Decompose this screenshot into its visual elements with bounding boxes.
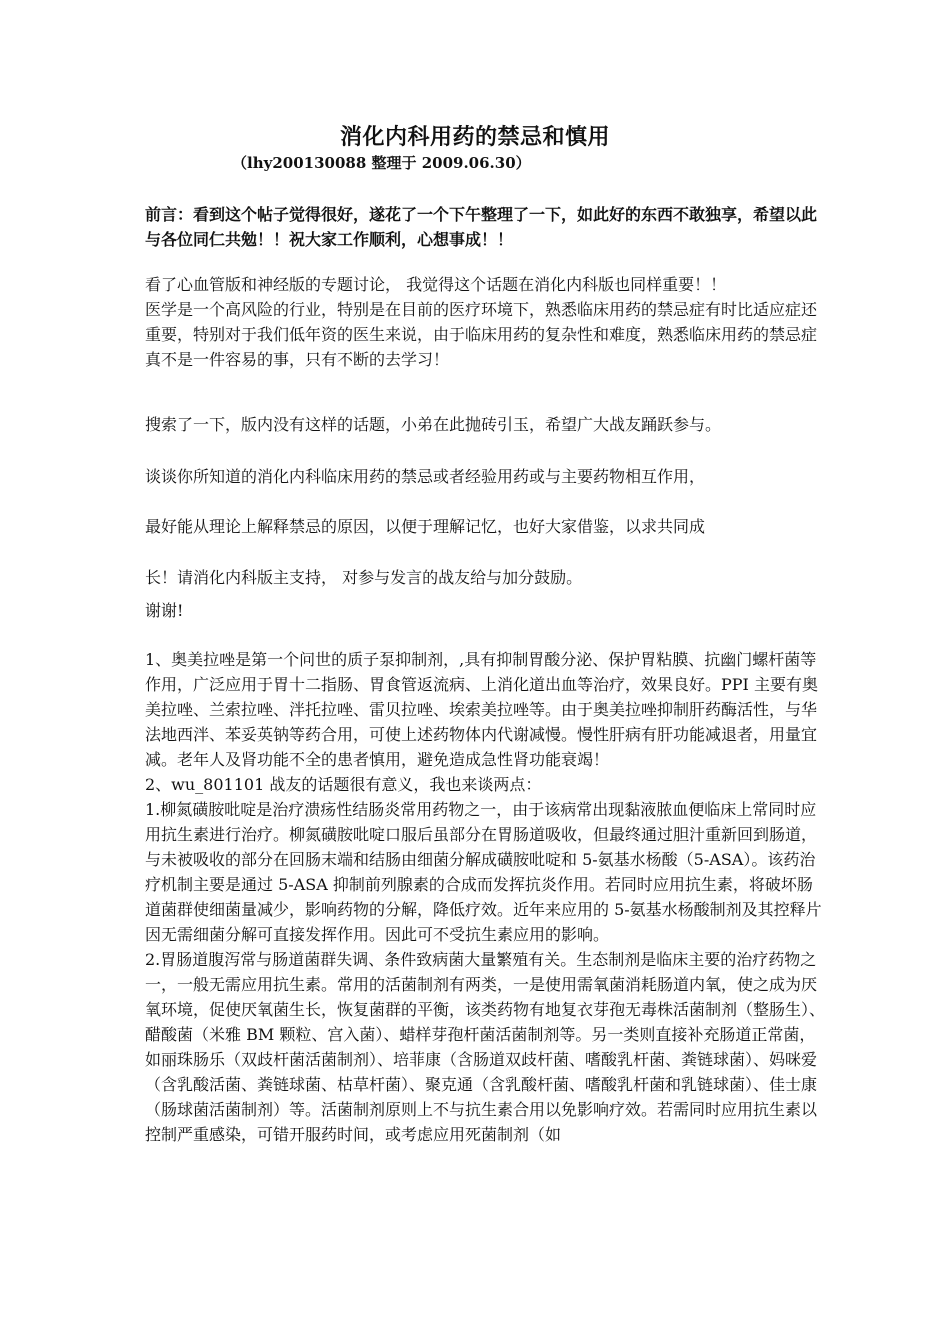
search-line: 搜索了一下，版内没有这样的话题，小弟在此抛砖引玉，希望广大战友踊跃参与。 [145, 415, 722, 434]
intro-paragraph: 医学是一个高风险的行业，特别是在目前的医疗环境下，熟悉临床用药的禁忌症有时比适应症还重要，特别对于我们低年资的医生来说，由于临床用药的复杂性和难度，熟悉临床用药的禁忌症真不是一件容易的事，只有不断的去学习！ [145, 300, 818, 369]
intro-paragraph: 看了心血管版和神经版的专题讨论， 我觉得这个话题在消化内科版也同样重要！！ [145, 275, 727, 294]
document-title: 消化内科用药的禁忌和慎用 [339, 124, 610, 150]
body-section [145, 647, 825, 1147]
discuss-line: 谈谈你所知道的消化内科临床用药的禁忌或者经验用药或与主要药物相互作用， [145, 467, 706, 486]
body-paragraph: 2.胃肠道腹泻常与肠道菌群失调、条件致病菌大量繁殖有关。生态制剂是临床主要的治疗药物之一，一般无需应用抗生素。常用的活菌制剂有两类，一是使用需氧菌消耗肠道内氧，使之成为厌氧环境，促使厌氧菌生长，恢复菌群的平衡，该类药物有地复衣芽孢无毒株活菌制剂（整肠生）、醋酸菌（米雅 BM 颗粒、宫入菌）、蜡样芽孢杆菌活菌制剂等。另一类则直接补充肠道正常菌，如丽珠肠乐（双歧杆菌活菌制剂）、培菲康（含肠道双歧杆菌、嗜酸乳杆菌、粪链球菌）、妈咪爱（含乳酸活菌、粪链球菌、枯草杆菌）、聚克通（含乳酸杆菌、嗜酸乳杆菌和乳链球菌）、佳士康（肠球菌活菌制剂）等。活菌制剂原则上不与抗生素合用以免影响疗效。若需同时应用抗生素以控制严重感染，可错开服药时间，或考虑应用死菌制剂（如 [145, 950, 826, 1144]
preface-paragraph: 前言：看到这个帖子觉得很好，遂花了一个下午整理了一下，如此好的东西不敢独享，希望以此与各位同仁共勉！！祝大家工作顺利，心想事成！！ [145, 205, 818, 249]
body-paragraph: 1、奥美拉唑是第一个问世的质子泵抑制剂，,具有抑制胃酸分泌、保护胃粘膜、抗幽门螺杆菌等作用，广泛应用于胃十二指肠、胃食管返流病、上消化道出血等治疗，效果良好。PPI 主要有奥美拉唑、兰索拉唑、泮托拉唑、雷贝拉唑、埃索美拉唑等。由于奥美拉唑抑制肝药酶活性，与华法地西泮、苯妥英钠等药合用，可使上述药物体内代谢减慢。慢性肝病有肝功能减退者，用量宜减。老年人及肾功能不全的患者慎用，避免造成急性肾功能衰竭！ [145, 650, 818, 769]
support-line: 长！请消化内科版主支持， 对参与发言的战友给与加分鼓励。 [145, 568, 583, 587]
intro-section [145, 272, 825, 372]
body-paragraph: 2、wu_801101 战友的话题很有意义，我也来谈两点： [145, 775, 542, 794]
theory-line: 最好能从理论上解释禁忌的原因，以便于理解记忆，也好大家借鉴，以求共同成 [145, 517, 706, 536]
document-subtitle: （lhy200130088 整理于 2009.06.30） [232, 154, 531, 172]
thanks-line: 谢谢! [145, 601, 184, 620]
body-paragraph: 1.柳氮磺胺吡啶是治疗溃疡性结肠炎常用药物之一，由于该病常出现黏液脓血便临床上常同时应用抗生素进行治疗。柳氮磺胺吡啶口服后虽部分在胃肠道吸收，但最终通过胆汁重新回到肠道，与未被吸收的部分在回肠末端和结肠由细菌分解成磺胺吡啶和 5-氨基水杨酸（5-ASA）。该药治疗机制主要是通过 5-ASA 抑制前列腺素的合成而发挥抗炎作用。若同时应用抗生素，将破坏肠道菌群使细菌量减少，影响药物的分解，降低疗效。近年来应用的 5-氨基水杨酸制剂及其控释片因无需细菌分解可直接发挥作用。因此可不受抗生素应用的影响。 [145, 800, 822, 944]
